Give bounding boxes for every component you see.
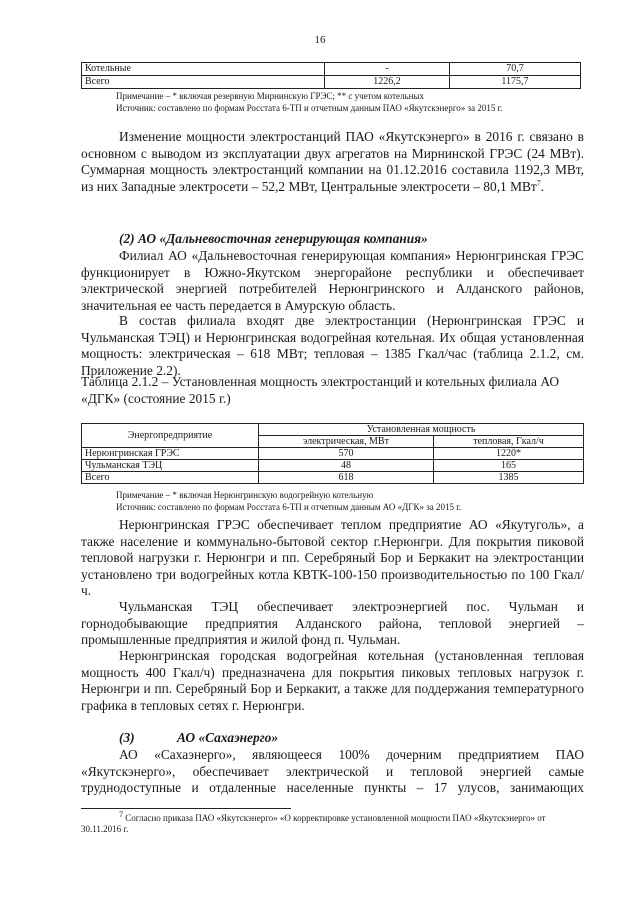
table-row [82,63,581,76]
column-group-header: Установленная мощность [259,424,584,436]
table-row [82,472,584,484]
table-header-row [82,424,584,436]
dgk-capacity-table [81,423,584,484]
column-header: электрическая, МВт [259,436,434,448]
paragraph: Нерюнгринская ГРЭС обеспечивает теплом предприятие АО «Якутуголь», а также население и коммунально-бытовой сектор г.Нерюнгри. Для покрытия пиковой тепловой нагрузки г. Нерюнгри и пп. Серебряный Бор и Беркакит на электростанции установлено три водогрейных котла КВТК-100-150 производительностью по 100 Гкал/ч. [81,517,584,598]
column-header: Энергопредприятие [82,424,259,448]
page-number: 16 [314,34,326,46]
table-cell: 1226,2 [325,76,450,89]
table-cell: Нерюнгринская ГРЭС [82,448,259,460]
paragraph: Чульманская ТЭЦ обеспечивает электроэнергией пос. Чульман и горнодобывающие предприятия Алданского района, тепловой энергией – промышленные предприятия и жилой фонд п. Чульман. [81,599,584,647]
paragraph-text: Изменение мощности электростанций ПАО «Якутскэнерго» в 2016 г. связано в основном с выводом из эксплуатации двух агрегатов на Мирнинской ГРЭС (24 МВт). Суммарная мощность электростанций компании на 01.12.2016 составила 1192,3 МВт, из них Западные электросети – 52,2 МВт, Центральные электросети – 80,1 МВт [81,129,584,194]
table-caption: Таблица 2.1.2 – Установленная мощность электростанций и котельных филиала АО «ДГК» (состояние 2015 г.) [81,374,560,406]
table-cell: Чульманская ТЭЦ [82,460,259,472]
table-cell: 1385 [434,472,584,484]
table-row [82,448,584,460]
table-cell: 70,7 [450,63,581,76]
table-cell: 618 [259,472,434,484]
paragraph [81,129,584,195]
footnote-divider [81,808,291,809]
table-cell: 1220* [434,448,584,460]
table-note: Примечание – * включая Нерюнгринскую водогрейную котельную [116,490,374,500]
capacity-table-continued [81,62,581,89]
paragraph: Нерюнгринская городская водогрейная котельная (установленная тепловая мощность 400 Гкал/ч) предназначена для покрытия пиковых тепловых нагрузок г. Нерюнгри и пп. Серебряный Бор и Беркакит, а также для поддержания температурного графика в тепловых сетях г. Нерюнгри. [81,648,584,713]
footnote-text: Согласно приказа ПАО «Якутскэнерго» «О корректировке установленной мощности ПАО «Якутскэнерго» от 30.11.2016 г. [81,813,546,834]
footnote-mark: 7 [119,810,123,819]
paragraph: АО «Сахаэнерго», являющееся 100% дочерним предприятием ПАО «Якутскэнерго», обеспечивает электрической и тепловой энергией самые труднодоступные и отдаленные населенные пункты – 17 улусов, занимающих [81,747,584,795]
table-cell: Всего [82,76,325,89]
paragraph-end: . [540,178,545,194]
table-cell: Котельные [82,63,325,76]
column-header: тепловая, Гкал/ч [434,436,584,448]
footnote [81,810,584,835]
table-row [82,76,581,89]
table-cell: 1175,7 [450,76,581,89]
table-source: Источник: составлено по формам Росстата 6-ТП и отчетным данным ПАО «Якутскэнерго» за 2015 г. [116,103,503,113]
footnote-ref: 7 [536,178,541,188]
table-cell: 570 [259,448,434,460]
table-cell: - [325,63,450,76]
section-heading: (2) АО «Дальневосточная генерирующая компания» [119,231,428,246]
table-source: Источник: составлено по формам Росстата 6-ТП и отчетным данным АО «ДГК» за 2015 г. [116,502,462,512]
table-cell: Всего [82,472,259,484]
table-note: Примечание – * включая резервную Мирнинскую ГРЭС; ** с учетом котельных [116,91,424,101]
section-heading-number: (3) [119,730,135,745]
table-cell: 165 [434,460,584,472]
table-row [82,460,584,472]
section-heading: АО «Сахаэнерго» [177,730,279,745]
paragraph: Филиал АО «Дальневосточная генерирующая компания» Нерюнгринская ГРЭС функционирует в Южно-Якутском энергорайоне республики и обеспечивает электрической энергией потребителей Нерюнгринского и Алданского районов, значительная ее часть передается в Амурскую область. [81,248,584,313]
paragraph: В состав филиала входят две электростанции (Нерюнгринская ГРЭС и Чульманская ТЭЦ) и Нерюнгринская водогрейная котельная. Их общая установленная мощность: электрическая – 618 МВт; тепловая – 1385 Гкал/час (таблица 2.1.2, см. Приложение 2.2). [81,313,584,378]
table-cell: 48 [259,460,434,472]
